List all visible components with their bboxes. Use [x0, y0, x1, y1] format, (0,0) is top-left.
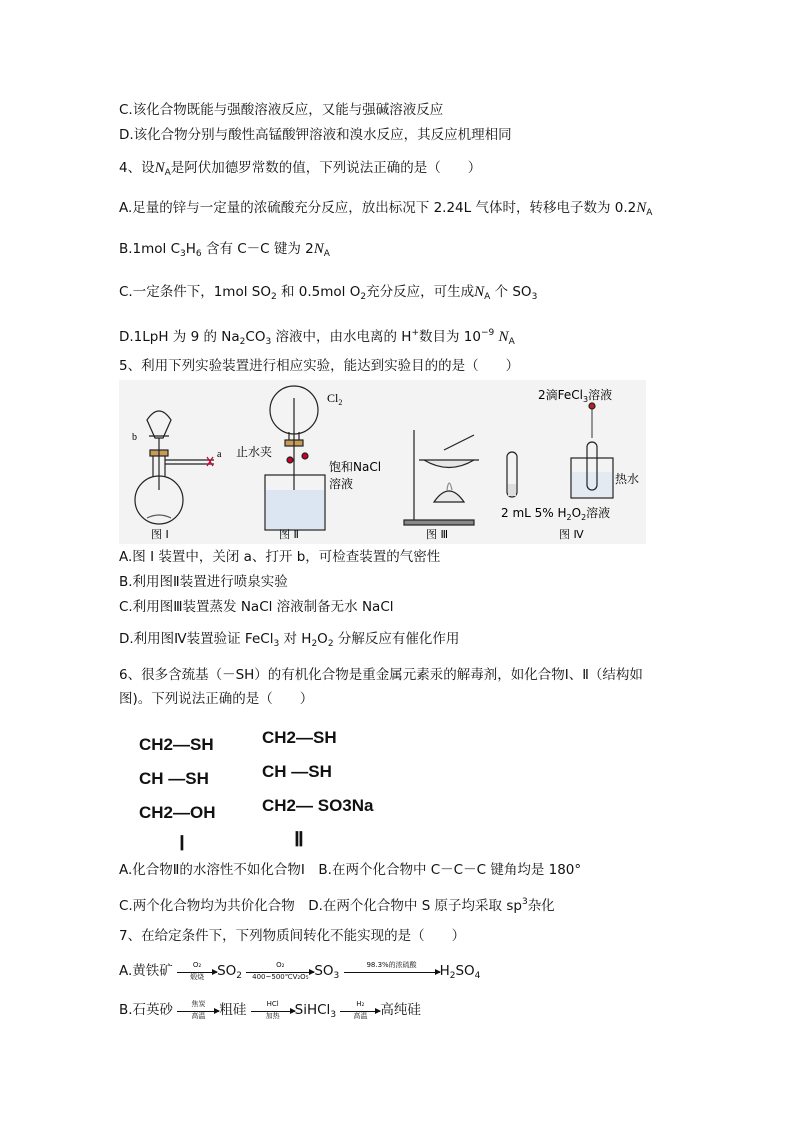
fig2-nacl-label-2: 溶液: [329, 477, 354, 491]
compound-2-line2: CH —SH: [262, 762, 332, 781]
compound-1-line1: CH2—SH: [139, 735, 214, 754]
arrow-4: 焦炭 高温: [177, 1009, 219, 1012]
fig1-label-a: a: [217, 449, 222, 460]
arrow-6: H₂ 高温: [340, 1009, 380, 1012]
arrow-2: $\frac{\text{O₂}}{\text{400\textasciitilde{}500℃V₂O₅}}$: [246, 970, 314, 973]
q4-option-b: B.1mol $C_3H_6$ 含有 C－C 键为 $2N_A$: [119, 241, 330, 259]
arrow-3: 98.3%的浓硫酸: [344, 970, 440, 973]
q5-option-c: C.利用图Ⅲ装置蒸发 NaCl 溶液制备无水 NaCl: [119, 599, 394, 615]
fig4-fecl3-label: 2滴FeCl$_3$溶液: [538, 388, 613, 404]
fig4-hot-water-label: 热水: [615, 472, 640, 486]
fig2-caption: 图 Ⅱ: [279, 528, 299, 541]
arrow-1: O₂ 煅烧: [177, 970, 217, 973]
q3-option-d: D.该化合物分别与酸性高锰酸钾溶液和溴水反应，其反应机理相同: [119, 127, 512, 143]
q7-stem: 7、在给定条件下，下列物质间转化不能实现的是（ ）: [119, 928, 466, 944]
q6-option-ab: A.化合物Ⅱ的水溶性不如化合物Ⅰ B.在两个化合物中 C－C－C 键角均是 180°: [119, 862, 582, 878]
fig3-caption: 图 Ⅲ: [426, 528, 449, 541]
q5-stem: 5、利用下列实验装置进行相应实验，能达到实验目的的是（ ）: [119, 358, 520, 374]
compound-2-line1: CH2—SH: [262, 728, 337, 747]
fig2-clamp-label: 止水夹: [236, 445, 273, 459]
q5-option-b: B.利用图Ⅱ装置进行喷泉实验: [119, 574, 288, 590]
compound-2-line3: CH2— SO3Na: [262, 796, 374, 815]
q4-option-a: A.足量的锌与一定量的浓硫酸充分反应，放出标况下 2.24L 气体时，转移电子数为 $0.2N_A$: [119, 200, 653, 218]
compound-1-label: Ⅰ: [179, 833, 185, 855]
fig4-h2o2-label: 2 mL 5% $H_2O_2$溶液: [501, 506, 611, 522]
fig2-nacl-label: 饱和NaCl: [329, 460, 382, 474]
fig2-cl2-label: $Cl_2$: [327, 391, 343, 407]
q5-option-a: A.图 I 装置中，关闭 a、打开 b，可检查装置的气密性: [119, 549, 441, 565]
q6-option-cd: C.两个化合物均为共价化合物 D.在两个化合物中 S 原子均采取 $sp^3$杂化: [119, 897, 555, 914]
q4-option-d: D.1LpH 为 9 的 $Na_2CO_3$ 溶液中，由水电离的 H+数目为 $10^{-9}$ $N_A$: [119, 328, 515, 347]
compound-1: [139, 728, 216, 858]
q6-stem-line1: 6、很多含巯基（－SH）的有机化合物是重金属元素汞的解毒剂，如化合物Ⅰ、Ⅱ（结构如: [119, 667, 643, 683]
q6-stem-line2: 图)。下列说法正确的是（ ）: [119, 691, 314, 707]
experiment-figure: [119, 380, 646, 544]
compound-2: [262, 721, 373, 857]
q3-option-c: C.该化合物既能与强酸溶液反应，又能与强碱溶液反应: [119, 102, 444, 118]
q7-option-a: A.黄铁矿 O₂ 煅烧 $SO_2$ $\frac{\text{O₂}}{\text{400\textasciitilde{}500℃V₂O₅}}$ $SO_3$ 98.3%的浓硫酸 $H_2SO_4$: [119, 960, 481, 981]
q5-option-d: D.利用图Ⅳ装置验证 FeCl$_3$ 对 $H_2O_2$ 分解反应有催化作用: [119, 631, 460, 649]
compound-1-line3: CH2—OH: [139, 803, 216, 822]
arrow-5: HCl 加热: [251, 1009, 295, 1012]
fig1-caption: 图 Ⅰ: [151, 528, 169, 541]
q4-option-c: C.一定条件下，1mol $SO_2$ 和 0.5mol $O_2$充分反应，可生成$N_A$ 个 $SO_3$: [119, 284, 538, 302]
compound-2-label: Ⅱ: [294, 829, 304, 851]
fig4-caption: 图 Ⅳ: [559, 528, 584, 541]
q4-stem: 4、设$N_A$是阿伏加德罗常数的值，下列说法正确的是（ ）: [119, 160, 482, 178]
q7-option-b: B.石英砂 焦炭 高温 粗硅 HCl 加热 SiHCl$_3$ H₂ 高温 高纯硅: [119, 999, 421, 1020]
fig1-label-b: b: [132, 432, 137, 443]
compound-1-line2: CH —SH: [139, 769, 209, 788]
